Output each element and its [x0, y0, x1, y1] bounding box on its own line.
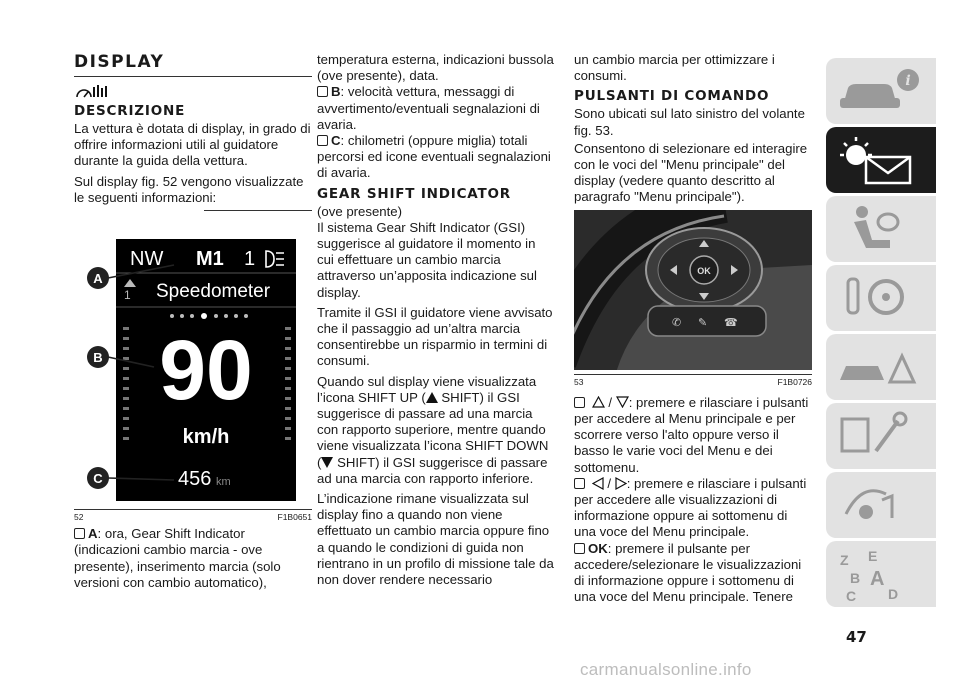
tab-car-info[interactable]	[826, 58, 936, 124]
figure-caption	[574, 377, 812, 387]
svg-text:✎: ✎	[698, 315, 708, 329]
page-title: DISPLAY	[74, 52, 165, 72]
bullet-icon	[317, 135, 328, 146]
list-item-a: A: ora, Gear Shift Indicator (indicazioni cambio marcia - ove presente), inserimento marcia (solo versioni con cambio automatico),	[74, 526, 281, 590]
screen-heading: NW	[130, 248, 164, 271]
section-title-descrizione: DESCRIZIONE	[74, 103, 186, 119]
title-rule	[74, 76, 312, 77]
list-item-leftright: / : premere e rilasciare i pulsanti per accedere alle visualizzazioni di informazione oppure ai sottomenu di una voce del Menu principale.	[574, 475, 807, 540]
paragraph: Consentono di selezionare ed interagire con le voci del "Menu principale" del display (vedere quanto descritto al paragrafo "Menu principale").	[574, 140, 808, 205]
figure-bottom-rule	[574, 374, 812, 375]
figure-52	[74, 215, 312, 522]
callout-c: C	[93, 471, 103, 487]
screen-speed: 90	[159, 323, 253, 418]
svg-text:C: C	[846, 588, 857, 604]
paragraph: Il sistema Gear Shift Indicator (GSI) suggerisce al guidatore il momento in cui effettuare un cambio marcia attraverso un’apposita indicazione sul display.	[317, 219, 537, 300]
figure-number: 53	[574, 376, 584, 387]
index-letters-icon	[826, 541, 936, 607]
screen-odometer: 456	[178, 468, 212, 491]
paragraph: La vettura è dotata di display, in grado di offrire informazioni utili al guidatore durante la guida della vettura.	[74, 121, 311, 169]
screen-unit: km/h	[182, 426, 230, 449]
svg-text:Z: Z	[840, 552, 849, 568]
figure-code: F1B0651	[277, 512, 312, 523]
car-info-icon	[826, 58, 936, 124]
watermark: carmanualsonline.info	[580, 660, 752, 679]
screen-odo-unit: km	[216, 476, 231, 489]
figure-53	[574, 210, 812, 387]
paragraph: Sul display fig. 52 vengono visualizzate le seguenti informazioni:	[74, 173, 304, 205]
section-title-pulsanti: PULSANTI DI COMANDO	[574, 88, 770, 105]
svg-text:i: i	[905, 73, 911, 89]
car-rpm-icon	[74, 83, 312, 101]
tab-warning-lights[interactable]	[826, 127, 936, 193]
bullet-icon	[574, 478, 585, 489]
figure-caption	[74, 512, 312, 522]
svg-text:✆: ✆	[672, 315, 682, 329]
instrument-cluster-image	[74, 215, 312, 505]
paragraph: temperatura esterna, indicazioni bussola (ove presente), data.	[317, 52, 554, 84]
svg-text:A: A	[870, 568, 885, 590]
section-title-gsi: GEAR SHIFT INDICATOR	[317, 185, 511, 202]
svg-text:☎: ☎	[724, 315, 738, 329]
paragraph: (ove presente)	[317, 203, 403, 219]
chapter-sidebar	[826, 58, 936, 610]
figure-number: 52	[74, 512, 84, 523]
svg-text:B: B	[850, 570, 861, 586]
tab-emergency[interactable]	[826, 334, 936, 400]
arrow-left-icon	[592, 477, 604, 490]
ok-button-label: OK	[697, 265, 711, 276]
screen-label: Speedometer	[156, 281, 271, 303]
tab-maintenance[interactable]	[826, 403, 936, 469]
tab-multimedia[interactable]	[826, 472, 936, 538]
tab-index[interactable]	[826, 541, 936, 607]
bullet-icon	[317, 86, 328, 97]
warning-light-mail-icon	[826, 127, 936, 193]
page-number: 47	[846, 628, 867, 646]
bullet-icon	[574, 543, 585, 554]
tab-starting-driving[interactable]	[826, 265, 936, 331]
figure-code: F1B0726	[777, 376, 812, 387]
screen-mode: M1	[196, 248, 224, 271]
figure-bottom-rule	[74, 509, 312, 510]
car-crash-icon	[826, 334, 936, 400]
bullet-icon	[574, 397, 585, 408]
svg-text:1: 1	[124, 288, 131, 303]
airbag-seat-icon	[826, 196, 936, 262]
list-item-c: C: chilometri (oppure miglia) totali percorsi ed icone eventuali segnalazioni di avaria.	[317, 133, 551, 181]
paragraph: un cambio marcia per ottimizzare i consumi.	[574, 52, 775, 84]
callout-b: B	[93, 350, 103, 366]
figure-top-rule	[204, 210, 312, 211]
list-item-ok: OK: premere il pulsante per accedere/selezionare le visualizzazioni di informazione oppure i sottomenu di una voce del Menu principale. Tenere	[574, 540, 802, 605]
svg-text:D: D	[888, 586, 899, 602]
multimedia-icon	[826, 472, 936, 538]
screen-gear: 1	[244, 248, 256, 271]
callout-a: A	[93, 271, 103, 287]
paragraph: L’indicazione rimane visualizzata sul display fino a quando non viene effettuato un cambio marcia oppure fino a quando le condizioni di guida non rientrano in un profilo di missione tale da non dover rendere necessario	[317, 491, 554, 588]
shift-up-icon	[426, 392, 438, 403]
svg-text:E: E	[868, 548, 878, 564]
list-item-b: B: velocità vettura, messaggi di avvertimento/eventuali segnalazioni di avaria.	[317, 84, 540, 132]
paragraph: Tramite il GSI il guidatore viene avvisato che il passaggio ad un’altra marcia consentirebbe un risparmio in termini di consumi.	[317, 304, 553, 369]
column-2	[317, 52, 555, 592]
arrow-right-icon	[615, 477, 627, 490]
column-1	[74, 52, 312, 595]
paragraph: Sono ubicati sul lato sinistro del volante fig. 53.	[574, 106, 805, 138]
maintenance-icon	[826, 403, 936, 469]
list-item-updown: / : premere e rilasciare i pulsanti per accedere al Menu principale e per scorrere verso l'alto oppure verso il basso le varie voci del Menu e dei sottomenu.	[574, 394, 809, 475]
shift-down-icon	[321, 457, 333, 468]
key-steering-icon	[826, 265, 936, 331]
tab-safety[interactable]	[826, 196, 936, 262]
paragraph-shift: Quando sul display viene visualizzata l’icona SHIFT UP ( SHIFT) il GSI suggerisce di passare ad una marcia con rapporto superiore, mentre quando viene visualizzata l’icona SHIFT DOWN ( SHIFT) il GSI suggerisce di passare ad una marcia con rapporto inferiore.	[317, 373, 549, 486]
column-3	[574, 52, 812, 609]
arrow-down-icon	[616, 396, 629, 408]
bullet-icon	[74, 528, 85, 539]
steering-wheel-image	[574, 210, 812, 370]
arrow-up-icon	[592, 396, 605, 408]
